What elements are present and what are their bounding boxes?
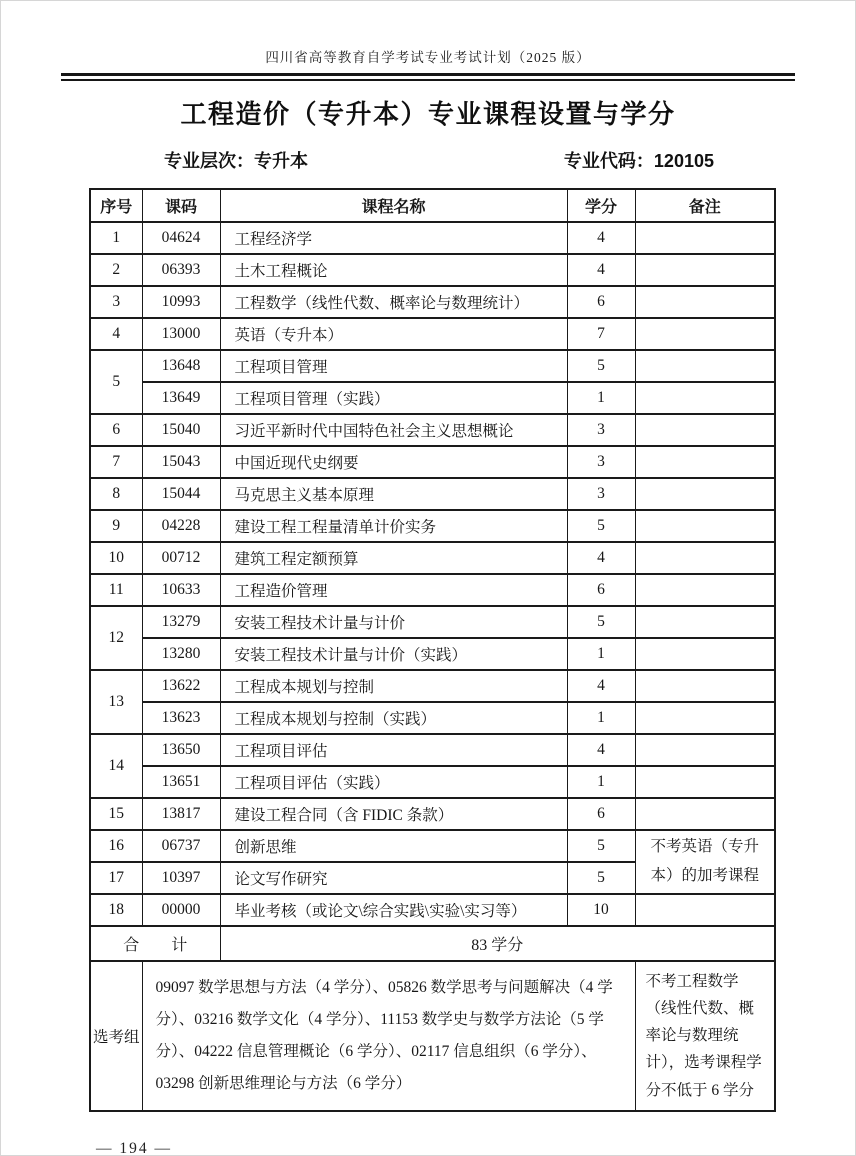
course-name: 工程数学（线性代数、概率论与数理统计） (220, 286, 567, 318)
course-row (90, 574, 775, 606)
row-number: 14 (90, 734, 142, 798)
course-row (90, 350, 775, 382)
row-number: 17 (90, 862, 142, 894)
page-number: — 194 — (96, 1139, 172, 1156)
course-row (90, 414, 775, 446)
row-number: 5 (90, 350, 142, 414)
course-row (90, 638, 775, 670)
course-row (90, 766, 775, 798)
course-credits: 4 (567, 222, 635, 254)
course-name: 工程成本规划与控制（实践） (220, 702, 567, 734)
course-credits: 3 (567, 478, 635, 510)
course-code: 13650 (142, 734, 220, 766)
course-credits: 5 (567, 862, 635, 894)
document-header-text: 四川省高等教育自学考试专业考试计划（2025 版） (265, 50, 591, 65)
row-number: 7 (90, 446, 142, 478)
row-number: 4 (90, 318, 142, 350)
course-credits: 1 (567, 382, 635, 414)
header-note: 备注 (635, 189, 775, 222)
elective-course-list: 09097 数学思想与方法（4 学分）、05826 数学思考与问题解决（4 学分）、03216 数学文化（4 学分）、11153 数学史与数学方法论（5 学分）、04222 信息管理概论（6 学分）、02117 信息组织（6 学分）、03298 创新思维理论与方法（6 学分） (142, 961, 635, 1111)
course-note (635, 542, 775, 574)
header-credits: 学分 (567, 189, 635, 222)
course-credits: 10 (567, 894, 635, 926)
course-row (90, 830, 775, 862)
header-name: 课程名称 (220, 189, 567, 222)
row-number: 10 (90, 542, 142, 574)
total-credits-value: 83 学分 (220, 926, 775, 961)
course-credits: 6 (567, 798, 635, 830)
course-name: 创新思维 (220, 830, 567, 862)
course-code: 10633 (142, 574, 220, 606)
row-number: 3 (90, 286, 142, 318)
course-note (635, 414, 775, 446)
course-note (635, 510, 775, 542)
course-note (635, 446, 775, 478)
course-note (635, 574, 775, 606)
course-credits: 6 (567, 286, 635, 318)
course-row (90, 382, 775, 414)
row-number: 8 (90, 478, 142, 510)
course-code: 00712 (142, 542, 220, 574)
course-row (90, 446, 775, 478)
course-code: 06737 (142, 830, 220, 862)
course-code: 00000 (142, 894, 220, 926)
course-code: 13279 (142, 606, 220, 638)
row-number: 16 (90, 830, 142, 862)
course-name: 工程项目管理（实践） (220, 382, 567, 414)
course-table-head (90, 189, 775, 222)
course-note (635, 478, 775, 510)
course-note (635, 350, 775, 382)
course-code: 13651 (142, 766, 220, 798)
course-note: 不考英语（专升本）的加考课程 (635, 830, 775, 894)
course-name: 工程成本规划与控制 (220, 670, 567, 702)
page-title: 工程造价（专升本）专业课程设置与学分 (180, 99, 676, 129)
course-name: 工程项目管理 (220, 350, 567, 382)
rule-line-top (61, 73, 795, 76)
course-note (635, 702, 775, 734)
course-table-footer (90, 926, 775, 1111)
row-number: 12 (90, 606, 142, 670)
header-no: 序号 (90, 189, 142, 222)
course-note (635, 318, 775, 350)
course-note (635, 254, 775, 286)
course-row (90, 702, 775, 734)
course-credits: 1 (567, 702, 635, 734)
course-name: 英语（专升本） (220, 318, 567, 350)
course-code: 13280 (142, 638, 220, 670)
course-credits: 5 (567, 510, 635, 542)
header-code: 课码 (142, 189, 220, 222)
course-credits: 3 (567, 414, 635, 446)
course-row (90, 222, 775, 254)
course-note (635, 222, 775, 254)
course-row (90, 478, 775, 510)
course-credits: 5 (567, 830, 635, 862)
course-name: 建设工程工程量清单计价实务 (220, 510, 567, 542)
course-name: 工程项目评估（实践） (220, 766, 567, 798)
course-name: 习近平新时代中国特色社会主义思想概论 (220, 414, 567, 446)
header-row (90, 189, 775, 222)
row-number: 9 (90, 510, 142, 542)
total-label: 合 计 (90, 926, 220, 961)
rule-line-bottom (61, 79, 795, 82)
course-name: 马克思主义基本原理 (220, 478, 567, 510)
course-credits: 5 (567, 606, 635, 638)
course-code: 13817 (142, 798, 220, 830)
course-code: 15040 (142, 414, 220, 446)
course-credits: 1 (567, 638, 635, 670)
course-note (635, 766, 775, 798)
row-number: 18 (90, 894, 142, 926)
course-name: 建筑工程定额预算 (220, 542, 567, 574)
course-credits: 4 (567, 670, 635, 702)
course-name: 工程项目评估 (220, 734, 567, 766)
course-code: 06393 (142, 254, 220, 286)
course-credits: 7 (567, 318, 635, 350)
course-name: 土木工程概论 (220, 254, 567, 286)
course-name: 安装工程技术计量与计价（实践） (220, 638, 567, 670)
course-code: 15043 (142, 446, 220, 478)
course-code: 13648 (142, 350, 220, 382)
course-note (635, 894, 775, 926)
course-row (90, 542, 775, 574)
course-code: 13000 (142, 318, 220, 350)
course-note (635, 638, 775, 670)
course-name: 建设工程合同（含 FIDIC 条款） (220, 798, 567, 830)
course-table (89, 188, 776, 1112)
meta-row (164, 147, 714, 173)
course-code: 10993 (142, 286, 220, 318)
course-credits: 5 (567, 350, 635, 382)
row-number: 11 (90, 574, 142, 606)
course-credits: 4 (567, 542, 635, 574)
row-number: 2 (90, 254, 142, 286)
elective-group-note: 不考工程数学（线性代数、概率论与数理统计），选考课程学分不低于 6 学分 (635, 961, 775, 1111)
course-row (90, 670, 775, 702)
course-credits: 3 (567, 446, 635, 478)
course-name: 工程造价管理 (220, 574, 567, 606)
course-note (635, 734, 775, 766)
elective-group-row (90, 961, 775, 1111)
course-credits: 4 (567, 734, 635, 766)
course-row (90, 798, 775, 830)
course-table-body (90, 222, 775, 926)
course-note (635, 286, 775, 318)
elective-group-label: 选考组 (90, 961, 142, 1111)
total-row (90, 926, 775, 961)
course-name: 毕业考核（或论文\综合实践\实验\实习等） (220, 894, 567, 926)
course-row (90, 510, 775, 542)
course-code: 04228 (142, 510, 220, 542)
row-number: 1 (90, 222, 142, 254)
row-number: 13 (90, 670, 142, 734)
course-row (90, 254, 775, 286)
course-row (90, 606, 775, 638)
course-code: 10397 (142, 862, 220, 894)
course-code: 04624 (142, 222, 220, 254)
course-row (90, 894, 775, 926)
course-name: 论文写作研究 (220, 862, 567, 894)
course-code: 13649 (142, 382, 220, 414)
header-double-rule (61, 73, 795, 81)
course-credits: 1 (567, 766, 635, 798)
course-name: 工程经济学 (220, 222, 567, 254)
row-number: 15 (90, 798, 142, 830)
course-row (90, 318, 775, 350)
course-row (90, 286, 775, 318)
major-code-label: 专业代码：120105 (563, 151, 714, 171)
course-note (635, 606, 775, 638)
course-code: 15044 (142, 478, 220, 510)
course-name: 安装工程技术计量与计价 (220, 606, 567, 638)
course-code: 13623 (142, 702, 220, 734)
course-credits: 4 (567, 254, 635, 286)
course-name: 中国近现代史纲要 (220, 446, 567, 478)
course-note (635, 382, 775, 414)
course-row (90, 734, 775, 766)
row-number: 6 (90, 414, 142, 446)
major-level-label: 专业层次：专升本 (164, 151, 308, 171)
course-credits: 6 (567, 574, 635, 606)
course-note (635, 798, 775, 830)
course-code: 13622 (142, 670, 220, 702)
course-note (635, 670, 775, 702)
